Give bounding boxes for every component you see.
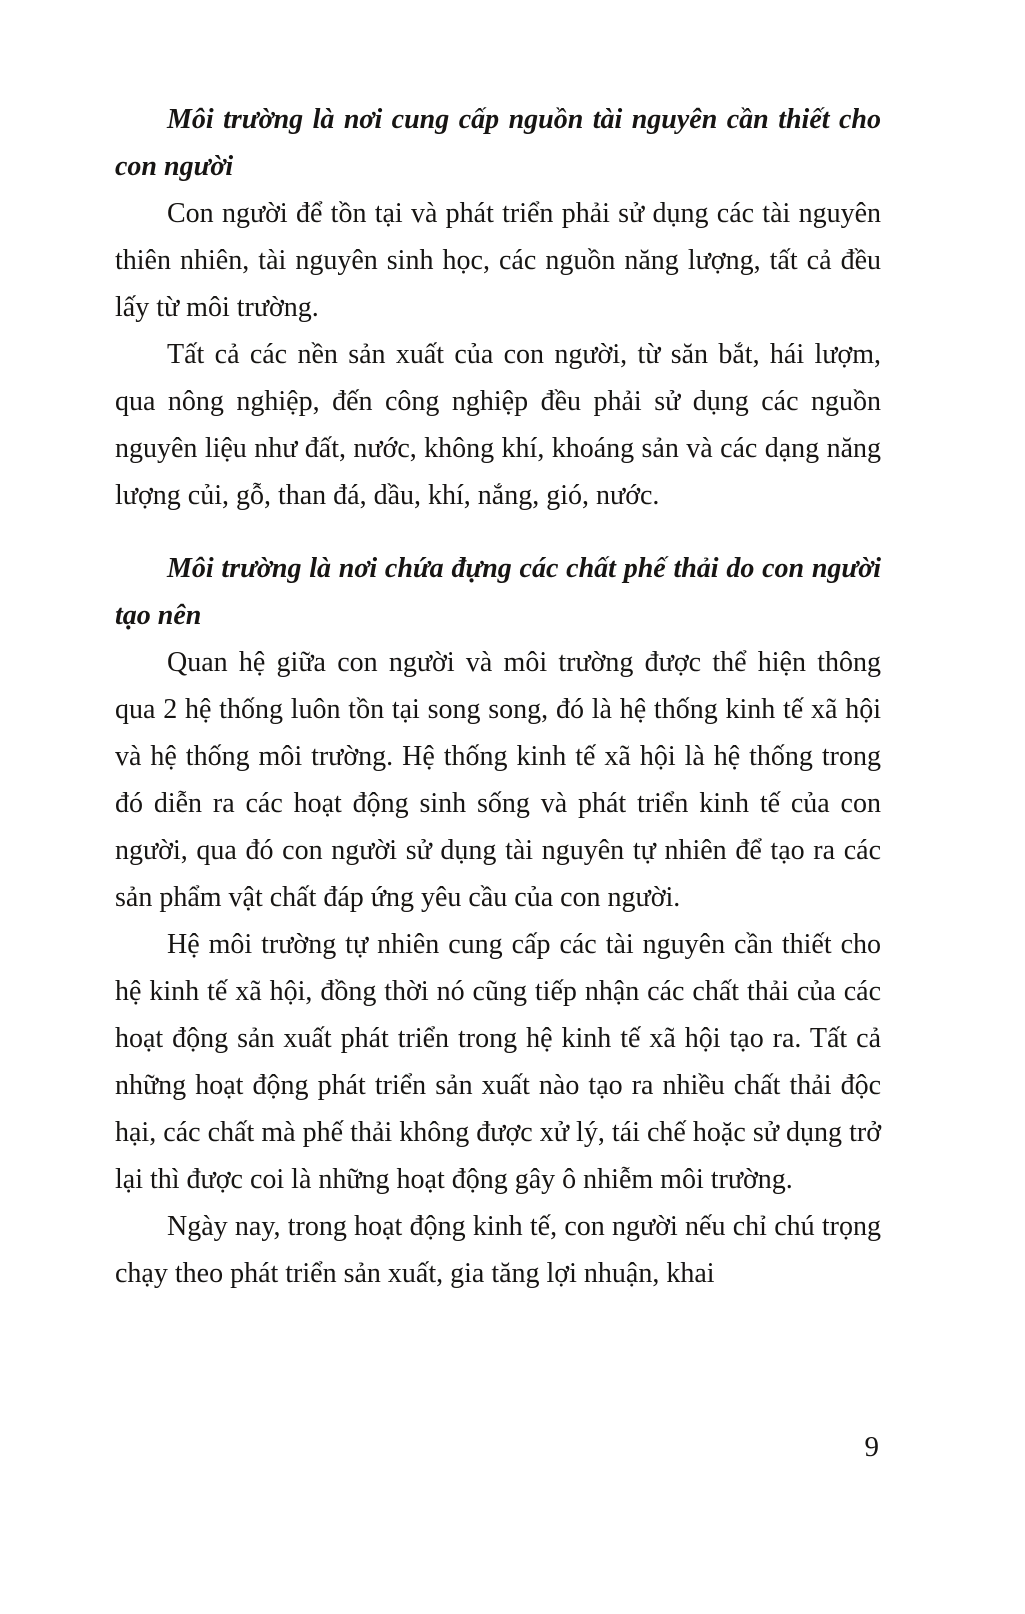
paragraph: Quan hệ giữa con người và môi trường được thể hiện thông qua 2 hệ thống luôn tồn tại song song, đó là hệ thống kinh tế xã hội và hệ thống môi trường. Hệ thống kinh tế xã hội là hệ thống trong đó diễn ra các hoạt động sinh sống và phát triển kinh tế của con người, qua đó con người sử dụng tài nguyên tự nhiên để tạo ra các sản phẩm vật chất đáp ứng yêu cầu của con người. [115, 647, 881, 913]
paragraph: Hệ môi trường tự nhiên cung cấp các tài nguyên cần thiết cho hệ kinh tế xã hội, đồng thời nó cũng tiếp nhận các chất thải của các hoạt động sản xuất phát triển trong hệ kinh tế xã hội tạo ra. Tất cả những hoạt động phát triển sản xuất nào tạo ra nhiều chất thải độc hại, các chất mà phế thải không được xử lý, tái chế hoặc sử dụng trở lại thì được coi là những hoạt động gây ô nhiễm môi trường. [115, 929, 881, 1195]
paragraph: Con người để tồn tại và phát triển phải sử dụng các tài nguyên thiên nhiên, tài nguyên sinh học, các nguồn năng lượng, tất cả đều lấy từ môi trường. [115, 198, 881, 323]
section-heading-waste: Môi trường là nơi chứa đựng các chất phế thải do con người tạo nên [115, 553, 881, 631]
page-number: 9 [864, 1431, 879, 1463]
paragraph: Ngày nay, trong hoạt động kinh tế, con người nếu chỉ chú trọng chạy theo phát triển sản xuất, gia tăng lợi nhuận, khai [115, 1211, 881, 1289]
paragraph: Tất cả các nền sản xuất của con người, từ săn bắt, hái lượm, qua nông nghiệp, đến công nghiệp đều phải sử dụng các nguồn nguyên liệu như đất, nước, không khí, khoáng sản và các dạng năng lượng củi, gỗ, than đá, dầu, khí, nắng, gió, nước. [115, 339, 881, 511]
section-heading-resources: Môi trường là nơi cung cấp nguồn tài nguyên cần thiết cho con người [115, 104, 881, 182]
page-content [115, 96, 881, 1297]
